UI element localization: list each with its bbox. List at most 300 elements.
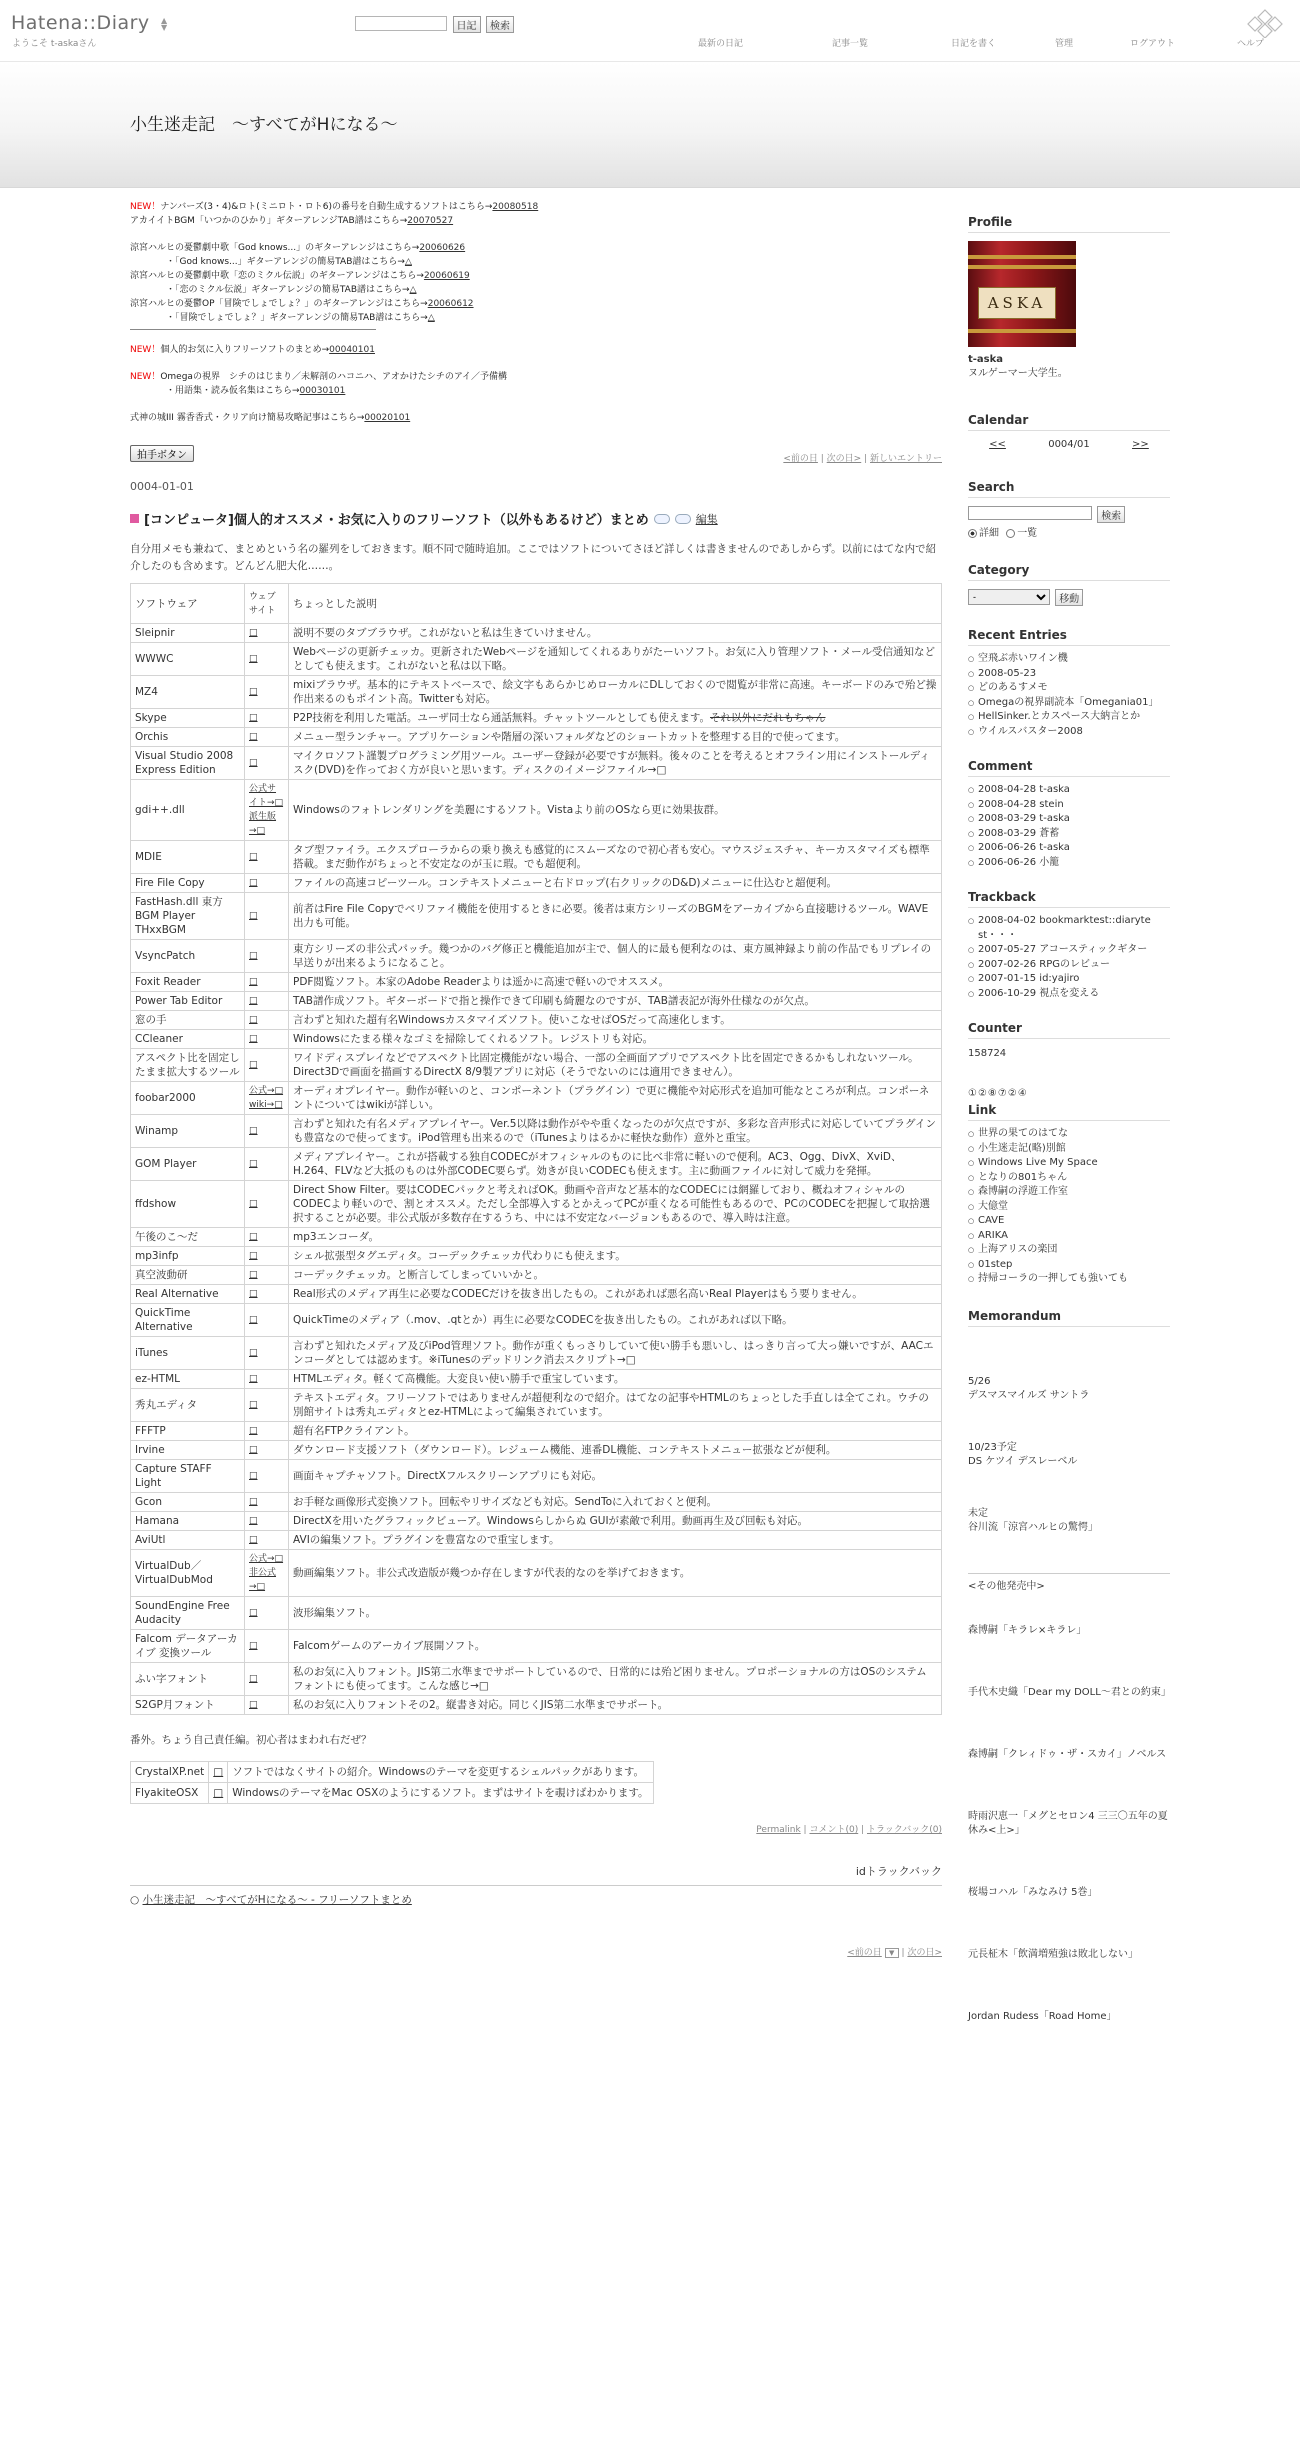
clap-button[interactable]: 拍手ボタン bbox=[130, 445, 194, 462]
website-link[interactable]: □ bbox=[245, 643, 289, 676]
software-description bbox=[289, 874, 942, 893]
software-name: 午後のこ〜だ bbox=[131, 1228, 245, 1247]
recent-entry-item[interactable]: ○ ウイルスバスター2008 bbox=[968, 725, 1170, 740]
website-link[interactable]: □ bbox=[245, 676, 289, 709]
software-description bbox=[289, 1148, 942, 1181]
table-row bbox=[131, 1370, 942, 1389]
software-name: foobar2000 bbox=[131, 1082, 245, 1115]
table-row bbox=[131, 709, 942, 728]
description-text: AVIの編集ソフト。プラグインを豊富なので重宝します。 bbox=[293, 1534, 560, 1546]
description-text: Real形式のメディア再生に必要なCODECだけを抜き出したもの。これがあれば悪名高いReal Playerはもう要りません。 bbox=[293, 1288, 863, 1300]
website-link[interactable]: □ bbox=[245, 624, 289, 643]
software-description: ソフトではなくサイトの紹介。Windowsのテーマを変更するシェルパックがあります。 bbox=[228, 1762, 653, 1783]
link-item[interactable]: ○ CAVE bbox=[968, 1214, 1170, 1229]
description-text: QuickTimeのメディア（.mov、.qtとか）再生に必要なCODECを抜き出したもの。これがあれば以下略。 bbox=[293, 1314, 793, 1326]
website-link[interactable]: □ bbox=[245, 1389, 289, 1422]
notice-link[interactable]: 20060626 bbox=[419, 243, 466, 253]
category-go-button[interactable]: 移動 bbox=[1055, 589, 1083, 606]
memorandum-item bbox=[968, 1886, 1170, 1900]
prev-day-link[interactable]: <前の日 bbox=[847, 1948, 882, 1958]
software-name: Capture STAFF Light bbox=[131, 1460, 245, 1493]
memorandum-text: 森博嗣「クレィドゥ・ザ・スカイ」ノベルス bbox=[968, 1748, 1167, 1760]
memorandum-item bbox=[968, 1810, 1170, 1838]
software-description bbox=[289, 624, 942, 643]
software-description bbox=[289, 1597, 942, 1630]
table-row bbox=[131, 1049, 942, 1082]
comment-item[interactable]: ○ 2008-03-29 t-aska bbox=[968, 812, 1170, 827]
notice-line: ・「冒険でしょでしょ？」ギターアレンジの簡易TAB譜はこちら→△ bbox=[166, 313, 435, 323]
memorandum-text: 元長柾木「飲満増殖強は敗北しない」 bbox=[968, 1948, 1138, 1960]
comment-item[interactable]: ○ 2008-03-29 蒼蓄 bbox=[968, 827, 1170, 842]
table-row bbox=[131, 1512, 942, 1531]
website-link[interactable]: □ bbox=[245, 709, 289, 728]
link-list bbox=[968, 1127, 1170, 1287]
description-text: オーディオプレイヤー。動作が軽いのと、コンポーネント（プラグイン）で更に機能や対応形式を追加可能なところが利点。コンポーネントについてはwikiが詳しい。 bbox=[293, 1085, 930, 1111]
software-name: Fire File Copy bbox=[131, 874, 245, 893]
permalink[interactable]: Permalink bbox=[756, 1825, 801, 1835]
software-name: アスペクト比を固定したまま拡大するツール bbox=[131, 1049, 245, 1082]
comment-item[interactable]: ○ 2008-04-28 t-aska bbox=[968, 783, 1170, 798]
website-link[interactable]: □ bbox=[245, 1512, 289, 1531]
website-link[interactable]: □ bbox=[245, 1337, 289, 1370]
notice-link[interactable]: 00020101 bbox=[364, 413, 411, 423]
description-text: ダウンロード支援ソフト（ダウンロード）。レジューム機能、連番DL機能、コンテキストメニュー拡張などが便利。 bbox=[293, 1444, 837, 1456]
memorandum-heading: Memorandum bbox=[968, 1309, 1170, 1327]
notice-line: ・「God knows...」ギターアレンジの簡易TAB譜はこちら→△ bbox=[166, 257, 412, 267]
main-column bbox=[130, 200, 942, 1958]
blog-title[interactable]: 小生迷走記 〜すべてがHになる〜 bbox=[130, 115, 398, 135]
memorandum-item bbox=[968, 1948, 1170, 1962]
radio-detail[interactable] bbox=[968, 529, 977, 538]
memorandum-text: <その他発売中> bbox=[968, 1580, 1045, 1592]
sidebar-search-button[interactable]: 検索 bbox=[1097, 506, 1125, 523]
trackback-item[interactable]: ○ 2006-10-29 視点を変える bbox=[968, 987, 1170, 1002]
comment-item[interactable]: ○ 2006-06-26 t-aska bbox=[968, 841, 1170, 856]
software-description bbox=[289, 1460, 942, 1493]
software-name: QuickTime Alternative bbox=[131, 1304, 245, 1337]
trackback-heading: Trackback bbox=[968, 890, 1170, 908]
description-text: Windowsにたまる様々なゴミを掃除してくれるソフト。レジストリも対応。 bbox=[293, 1033, 654, 1045]
software-name: MZ4 bbox=[131, 676, 245, 709]
table-row bbox=[131, 624, 942, 643]
comment-list bbox=[968, 783, 1170, 870]
notice-link[interactable]: 20060619 bbox=[423, 271, 470, 281]
bookmark-bubble-icon[interactable] bbox=[675, 514, 691, 524]
website-link[interactable]: □ bbox=[245, 1630, 289, 1663]
profile-heading: Profile bbox=[968, 215, 1170, 233]
description-text: 超有名FTPクライアント。 bbox=[293, 1425, 415, 1437]
description-text: テキストエディタ。フリーソフトではありませんが超便利なので紹介。はてなの記事やHTMLのちょっとした手直しは全てこれ。ウチの別館サイトは秀丸エディタとez-HTMLによって編集されています。 bbox=[293, 1392, 929, 1418]
counter-heading: Counter bbox=[968, 1021, 1170, 1039]
description-text: Windowsのフォトレンダリングを美麗にするソフト。Vistaより前のOSなら更に効果抜群。 bbox=[293, 804, 725, 816]
entry-title-text[interactable]: [コンピュータ]個人的オススメ・お気に入りのフリーソフト（以外もあるけど）まとめ bbox=[144, 513, 649, 528]
notice-link[interactable]: 20070527 bbox=[407, 216, 454, 226]
software-name: CrystalXP.net bbox=[131, 1762, 209, 1783]
website-link[interactable]: □ bbox=[245, 1422, 289, 1441]
website-link[interactable]: □ bbox=[245, 1531, 289, 1550]
website-link[interactable]: □ bbox=[245, 1115, 289, 1148]
comment-item[interactable]: ○ 2008-04-28 stein bbox=[968, 798, 1170, 813]
notice-line: アカイイトBGM「いつかのひかり」ギターアレンジTAB譜はこちら→20070527 bbox=[130, 216, 454, 226]
memorandum-item bbox=[968, 1507, 1170, 1535]
extra-table bbox=[130, 1761, 654, 1804]
table-row bbox=[131, 1441, 942, 1460]
table-row bbox=[131, 1630, 942, 1663]
table-row bbox=[131, 973, 942, 992]
newer-entry-link[interactable]: 新しいエントリー bbox=[869, 454, 942, 464]
profile-image-label: ASKA bbox=[978, 287, 1056, 319]
profile-desc: ヌルゲーマー大学生。 bbox=[968, 368, 1068, 379]
software-table bbox=[130, 583, 942, 1715]
software-description bbox=[289, 747, 942, 780]
table-row bbox=[131, 1011, 942, 1030]
trackback-list bbox=[968, 914, 1170, 1001]
memorandum-item bbox=[968, 2010, 1170, 2024]
entry-footer-links: Permalink | コメント(0) | トラックバック(0) bbox=[756, 1825, 942, 1835]
link-item[interactable]: ○ 世界の果てのはてな bbox=[968, 1127, 1170, 1142]
software-name: AviUtl bbox=[131, 1531, 245, 1550]
table-row bbox=[131, 1663, 942, 1696]
notice-link[interactable]: 20080518 bbox=[492, 202, 539, 212]
entry-date[interactable]: 0004-01-01 bbox=[130, 480, 194, 493]
edit-link[interactable]: 編集 bbox=[695, 512, 718, 526]
strikethrough-text: それ以外にだれもちゃん bbox=[709, 712, 826, 724]
website-link[interactable]: □ bbox=[245, 893, 289, 940]
website-link[interactable]: □ bbox=[245, 1285, 289, 1304]
website-link[interactable]: □ bbox=[209, 1783, 228, 1804]
hatena-diamond-icon bbox=[1246, 8, 1284, 38]
software-description bbox=[289, 1696, 942, 1715]
description-text: 東方シリーズの非公式パッチ。幾つかのバグ修正と機能追加が主で、個人的に最も便利なのは、東方風神録より前の作品でもリプレイの早送りが出来るようになること。 bbox=[293, 943, 932, 969]
website-link[interactable]: □ bbox=[245, 973, 289, 992]
profile-image[interactable] bbox=[968, 241, 1076, 347]
comment-item[interactable]: ○ 2006-06-26 小籠 bbox=[968, 856, 1170, 871]
link-item[interactable]: ○ 小生迷走記(略)別館 bbox=[968, 1142, 1170, 1157]
description-text: Direct Show Filter。要はCODECパックと考えればOK。動画や音声など基本的なCODECには網羅しており、概ねオフィシャルのCODECより軽いので、割とオススメ。ただし全部導入するとかえってPCが重くなる可能性もあるので、PCのCODECを把握して取捨選択することが必要。非公式版が多数存在するうち、中には不安定なバージョンもあるので、導入時は注意。 bbox=[293, 1184, 930, 1224]
table-row bbox=[131, 1422, 942, 1441]
software-name: Gcon bbox=[131, 1493, 245, 1512]
notice-line: ・用語集・読み仮名集はこちら→00030101 bbox=[166, 386, 346, 396]
bullet-icon: ○ bbox=[130, 1894, 140, 1906]
link-item[interactable]: ○ 上海アリスの楽団 bbox=[968, 1243, 1170, 1258]
nav-article-list[interactable]: 記事一覧 bbox=[832, 39, 869, 49]
sidebar bbox=[968, 215, 1170, 2024]
search-diary-button[interactable]: 日記 bbox=[453, 16, 481, 33]
memorandum-item bbox=[968, 1573, 1170, 1594]
website-link[interactable]: □ bbox=[245, 1597, 289, 1630]
counter-digits: ①②⑧⑦②④ bbox=[968, 1088, 1028, 1099]
id-trackback-title: idトラックバック bbox=[855, 1865, 942, 1878]
logo-menu-chevron-icon[interactable]: ▲ ▼ bbox=[161, 16, 168, 32]
software-name: ふい字フォント bbox=[131, 1663, 245, 1696]
website-link[interactable]: □ bbox=[245, 1696, 289, 1715]
software-name: iTunes bbox=[131, 1337, 245, 1370]
next-day-link[interactable]: 次の日> bbox=[907, 1948, 942, 1958]
link-item[interactable]: ○ となりの801ちゃん bbox=[968, 1171, 1170, 1186]
notice-link[interactable]: △ bbox=[427, 313, 435, 323]
header-cell: ちょっとした説明 bbox=[289, 584, 942, 624]
table-row bbox=[131, 1266, 942, 1285]
description-text: 言わずと知れた有名メディアプレイヤー。Ver.5以降は動作がやや重くなったのが欠点ですが、多彩な音声形式に対応していてプラグインも豊富なので使ってます。iPod管理も出来るので（iTunesよりはるかに軽快な動作）意外と重宝。 bbox=[293, 1118, 936, 1144]
website-link[interactable]: 公式→□ wiki→□ bbox=[245, 1082, 289, 1115]
website-link[interactable]: □ bbox=[245, 728, 289, 747]
trackback-item[interactable]: ○ 2007-05-27 アコースティックギター bbox=[968, 943, 1170, 958]
recent-entry-item[interactable]: ○ 空飛ぶ赤いワイン機 bbox=[968, 652, 1170, 667]
trackback-item[interactable]: ○ 2007-02-26 RPGのレビュー bbox=[968, 958, 1170, 973]
website-link[interactable]: □ bbox=[245, 1441, 289, 1460]
memorandum-text: 時雨沢恵一「メグとセロン4 三三〇五年の夏休み<上>」 bbox=[968, 1810, 1168, 1836]
trackback-entry-link[interactable]: 小生迷走記 〜すべてがHになる〜 - フリーソフトまとめ bbox=[142, 1894, 412, 1906]
software-description bbox=[289, 728, 942, 747]
software-description: WindowsのテーマをMac OSXのようにするソフト。まずはサイトを覗けばわかります。 bbox=[228, 1783, 653, 1804]
software-description bbox=[289, 1370, 942, 1389]
website-link[interactable]: 公式サイト→□ 派生版→□ bbox=[245, 780, 289, 841]
notice-link[interactable]: △ bbox=[409, 285, 417, 295]
dropdown-chevron-icon[interactable]: ▼ bbox=[885, 1948, 899, 1958]
top-search-form bbox=[355, 16, 514, 33]
software-description bbox=[289, 1304, 942, 1337]
software-name: Irvine bbox=[131, 1441, 245, 1460]
software-description bbox=[289, 973, 942, 992]
website-link[interactable]: □ bbox=[245, 874, 289, 893]
website-link[interactable]: □ bbox=[245, 747, 289, 780]
table-row bbox=[131, 1597, 942, 1630]
top-bar bbox=[0, 0, 1300, 62]
software-description bbox=[289, 1181, 942, 1228]
software-name: FlyakiteOSX bbox=[131, 1783, 209, 1804]
table-row bbox=[131, 841, 942, 874]
table-row bbox=[131, 643, 942, 676]
website-link[interactable]: □ bbox=[245, 1304, 289, 1337]
software-name: 秀丸エディタ bbox=[131, 1389, 245, 1422]
link-item[interactable]: ○ 01step bbox=[968, 1258, 1170, 1273]
sidebar-search-input[interactable] bbox=[968, 506, 1092, 520]
memorandum-item bbox=[968, 1624, 1170, 1638]
description-text: ワイドディスプレイなどでアスペクト比固定機能がない場合、一部の全画面アプリでアスペクト比を固定できるかもしれないツール。Direct3Dで画面を描画するDirectX 8/9製アプリに対応（そうでないのには適用できません）。 bbox=[293, 1052, 919, 1078]
software-name: Real Alternative bbox=[131, 1285, 245, 1304]
website-link[interactable]: □ bbox=[245, 841, 289, 874]
table-row bbox=[131, 1247, 942, 1266]
website-link[interactable]: 公式→□ 非公式→□ bbox=[245, 1550, 289, 1597]
table-header-row bbox=[131, 584, 942, 624]
recent-entry-item[interactable]: ○ どのあるすメモ bbox=[968, 681, 1170, 696]
software-description bbox=[289, 1115, 942, 1148]
description-text: 私のお気に入りフォント。JIS第二水準までサポートしているので、日常的には殆ど困りません。プロポーショナルの方はOSのシステムフォントにも使ってます。こんな感じ→□ bbox=[293, 1666, 927, 1692]
table-row bbox=[131, 780, 942, 841]
software-description bbox=[289, 676, 942, 709]
description-text: 前者はFire File Copyでベリファイ機能を使用するときに必要。後者は東方シリーズのBGMをアーカイブから直接聴けるツール。WAVE出力も可能。 bbox=[293, 903, 929, 929]
software-description bbox=[289, 643, 942, 676]
notice-link[interactable]: 00030101 bbox=[299, 386, 346, 396]
table-row bbox=[131, 1531, 942, 1550]
description-text: コーデックチェッカ。と断言してしまっていいかと。 bbox=[293, 1269, 545, 1281]
software-description bbox=[289, 1531, 942, 1550]
software-name: Visual Studio 2008 Express Edition bbox=[131, 747, 245, 780]
recent-entries-list bbox=[968, 652, 1170, 739]
trackback-item[interactable]: ○ 2008-04-02 bookmarktest::diaryte st・・・ bbox=[968, 914, 1170, 943]
table-row bbox=[131, 728, 942, 747]
memorandum-item bbox=[968, 1748, 1170, 1762]
website-link[interactable]: □ bbox=[245, 1493, 289, 1512]
comment-heading: Comment bbox=[968, 759, 1170, 777]
trackback-item[interactable]: ○ 2007-01-15 id:yajiro bbox=[968, 972, 1170, 987]
notice-link[interactable]: 20060612 bbox=[427, 299, 474, 309]
website-link[interactable]: □ bbox=[245, 1228, 289, 1247]
software-description bbox=[289, 893, 942, 940]
trackback-link[interactable]: トラックバック(0) bbox=[866, 1825, 942, 1835]
description-text: マイクロソフト謹製プログラミング用ツール。ユーザー登録が必要ですが無料。後々のことを考えるとオフライン用にインストールディスク(DVD)を作っておく方が良いと思います。ディスクのイメージファイル→□ bbox=[293, 750, 930, 776]
software-description bbox=[289, 1082, 942, 1115]
table-row bbox=[131, 1460, 942, 1493]
profile-name[interactable]: t-aska bbox=[968, 354, 1004, 365]
website-link[interactable]: □ bbox=[245, 1049, 289, 1082]
software-description bbox=[289, 1389, 942, 1422]
table-row bbox=[131, 893, 942, 940]
software-name: VirtualDub／VirtualDubMod bbox=[131, 1550, 245, 1597]
website-link[interactable]: □ bbox=[245, 940, 289, 973]
link-item[interactable]: ○ 大億堂 bbox=[968, 1200, 1170, 1215]
nav-write-diary[interactable]: 日記を書く bbox=[951, 39, 997, 49]
software-description bbox=[289, 1337, 942, 1370]
comment-bubble-icon[interactable] bbox=[654, 514, 670, 524]
search-button[interactable]: 検索 bbox=[486, 16, 514, 33]
hatena-diary-logo[interactable]: Hatena::Diary bbox=[11, 12, 150, 34]
software-description bbox=[289, 940, 942, 973]
radio-detail-label: 詳細 bbox=[979, 528, 999, 539]
welcome-text: ようこそ t-askaさん bbox=[12, 39, 97, 49]
table-row bbox=[131, 1304, 942, 1337]
table-row bbox=[131, 992, 942, 1011]
link-item[interactable]: ○ 森博嗣の浮遊工作室 bbox=[968, 1185, 1170, 1200]
website-link[interactable]: □ bbox=[245, 992, 289, 1011]
description-text: シェル拡張型タグエディタ。コーデックチェッカ代わりにも使えます。 bbox=[293, 1250, 626, 1262]
website-link[interactable]: □ bbox=[245, 1247, 289, 1266]
software-name: Skype bbox=[131, 709, 245, 728]
top-search-input[interactable] bbox=[355, 16, 447, 31]
software-name: Winamp bbox=[131, 1115, 245, 1148]
radio-list[interactable] bbox=[1006, 529, 1015, 538]
software-description bbox=[289, 1550, 942, 1597]
website-link[interactable]: □ bbox=[245, 1460, 289, 1493]
software-description bbox=[289, 1663, 942, 1696]
divider bbox=[130, 329, 376, 330]
software-description bbox=[289, 1030, 942, 1049]
notice-line: ・「恋のミクル伝説」ギターアレンジの簡易TAB譜はこちら→△ bbox=[166, 285, 417, 295]
memorandum-text: 桜場コハル「みなみけ 5巻」 bbox=[968, 1886, 1098, 1898]
software-name: CCleaner bbox=[131, 1030, 245, 1049]
memorandum-date: 10/23予定 bbox=[968, 1441, 1017, 1453]
software-description bbox=[289, 1285, 942, 1304]
description-text: お手軽な画像形式変換ソフト。回転やリサイズなども対応。SendToに入れておくと便利。 bbox=[293, 1496, 718, 1508]
software-description bbox=[289, 992, 942, 1011]
memorandum-text: 谷川流「涼宮ハルヒの驚愕」 bbox=[968, 1521, 1098, 1533]
website-link[interactable]: □ bbox=[245, 1266, 289, 1285]
calendar-heading: Calendar bbox=[968, 413, 1170, 431]
software-name: FFFTP bbox=[131, 1422, 245, 1441]
table-row bbox=[131, 1181, 942, 1228]
software-description bbox=[289, 1512, 942, 1531]
website-link[interactable]: □ bbox=[245, 1181, 289, 1228]
software-name: 真空波動研 bbox=[131, 1266, 245, 1285]
software-description bbox=[289, 1493, 942, 1512]
notice-line: 涼宮ハルヒの憂鬱劇中歌「恋のミクル伝説」のギターアレンジはこちら→20060619 bbox=[130, 271, 470, 281]
entry-intro: 自分用メモも兼ねて、まとめという名の羅列をしておきます。順不同で随時追加。ここではソフトについてさほど詳しくは書きませんのであしからず。以前にはてな内で紹介したのも含めます。どんどん肥大化……。 bbox=[130, 543, 937, 572]
website-link[interactable]: □ bbox=[209, 1762, 228, 1783]
description-text: 私のお気に入りフォントその2。縦書き対応。同じくJIS第二水準までサポート。 bbox=[293, 1699, 669, 1711]
nav-latest-diary[interactable]: 最新の日記 bbox=[698, 39, 744, 49]
software-name: 窓の手 bbox=[131, 1011, 245, 1030]
table-row bbox=[131, 1550, 942, 1597]
recent-entry-item[interactable]: ○ HellSinker.とカスペース大納言とか bbox=[968, 710, 1170, 725]
memorandum-text: DS ケツイ デスレーベル bbox=[968, 1455, 1078, 1467]
category-select[interactable] bbox=[968, 589, 1050, 605]
software-name: GOM Player bbox=[131, 1148, 245, 1181]
table-row bbox=[131, 1696, 942, 1715]
website-link[interactable]: □ bbox=[245, 1663, 289, 1696]
calendar-prev[interactable]: << bbox=[989, 439, 1006, 450]
nav-logout[interactable]: ログアウト bbox=[1130, 39, 1176, 49]
comment-link[interactable]: コメント(0) bbox=[809, 1825, 859, 1835]
table-row bbox=[131, 1030, 942, 1049]
pager-top: <前の日 | 次の日> | 新しいエントリー bbox=[783, 454, 942, 464]
memorandum-item bbox=[968, 1686, 1170, 1700]
next-day-link[interactable]: 次の日> bbox=[826, 454, 862, 464]
notice-link[interactable]: 00040101 bbox=[329, 345, 375, 355]
table-row bbox=[131, 1389, 942, 1422]
software-name: Foxit Reader bbox=[131, 973, 245, 992]
link-item[interactable]: ○ 持帰コーラの一押しても強いても bbox=[968, 1272, 1170, 1287]
prev-day-link[interactable]: <前の日 bbox=[783, 454, 818, 464]
pager-bottom: <前の日 ▼ | 次の日> bbox=[847, 1948, 942, 1958]
description-text: 波形編集ソフト。 bbox=[293, 1607, 377, 1619]
description-text: 言わずと知れた超有名Windowsカスタマイズソフト。使いこなせばOSだって高速化します。 bbox=[293, 1014, 731, 1026]
memorandum-date: 未定 bbox=[968, 1507, 988, 1519]
link-heading: Link bbox=[968, 1103, 1170, 1121]
notice-line: NEW！Omegaの視界 シチのはじまり／未解剖のハコニハ、アオかけたシチのアイ／予備構 bbox=[130, 372, 508, 382]
software-description bbox=[289, 1247, 942, 1266]
description-text: 言わずと知れたメディア及びiPod管理ソフト。動作が重くもっさりしていて使い勝手も悪いし、はっきり言って大っ嫌いですが、AACエンコーダとしては認めます。※iTunesのデッドリンク消去スクリプト→□ bbox=[293, 1340, 934, 1366]
table-row bbox=[131, 1285, 942, 1304]
link-item[interactable]: ○ Windows Live My Space bbox=[968, 1156, 1170, 1171]
website-link[interactable]: □ bbox=[245, 1011, 289, 1030]
calendar-next[interactable]: >> bbox=[1132, 439, 1149, 450]
website-link[interactable]: □ bbox=[245, 1148, 289, 1181]
table-row bbox=[131, 1115, 942, 1148]
link-item[interactable]: ○ ARIKA bbox=[968, 1229, 1170, 1244]
software-description bbox=[289, 1422, 942, 1441]
nav-admin[interactable]: 管理 bbox=[1055, 39, 1074, 49]
notice-link[interactable]: △ bbox=[404, 257, 412, 267]
software-description bbox=[289, 1049, 942, 1082]
software-name: Falcom データアーカイブ 変換ツール bbox=[131, 1630, 245, 1663]
description-text: P2P技術を利用した電話。ユーザ同士なら通話無料。チャットツールとしても使えます。 bbox=[293, 712, 710, 724]
table-row bbox=[131, 1148, 942, 1181]
notice-line: NEW！ナンバーズ(3・4)&ロト(ミニロト・ロト6)の番号を自動生成するソフトはこちら→20080518 bbox=[130, 202, 539, 212]
description-text: Webページの更新チェッカ。更新されたWebページを通知してくれるありがたーいソフト。お気に入り管理ソフト・メール受信通知などとしても使えます。これがないと私は以下略。 bbox=[293, 646, 935, 672]
recent-entry-item[interactable]: ○ Omegaの視界副読本「Omegania01」 bbox=[968, 696, 1170, 711]
recent-entry-item[interactable]: ○ 2008-05-23 bbox=[968, 667, 1170, 682]
table-row bbox=[131, 1337, 942, 1370]
website-link[interactable]: □ bbox=[245, 1030, 289, 1049]
software-name: ffdshow bbox=[131, 1181, 245, 1228]
nav-help[interactable]: ヘルプ bbox=[1237, 39, 1265, 49]
description-text: PDF閲覧ソフト。本家のAdobe Readerよりは遥かに高速で軽いのでオススメ。 bbox=[293, 976, 669, 988]
website-link[interactable]: □ bbox=[245, 1370, 289, 1389]
software-description bbox=[289, 780, 942, 841]
software-description bbox=[289, 1266, 942, 1285]
software-description bbox=[289, 1228, 942, 1247]
extra-section-title: 番外。ちょう自己責任編。初心者はまわれ右だぜ？ bbox=[130, 1734, 372, 1746]
